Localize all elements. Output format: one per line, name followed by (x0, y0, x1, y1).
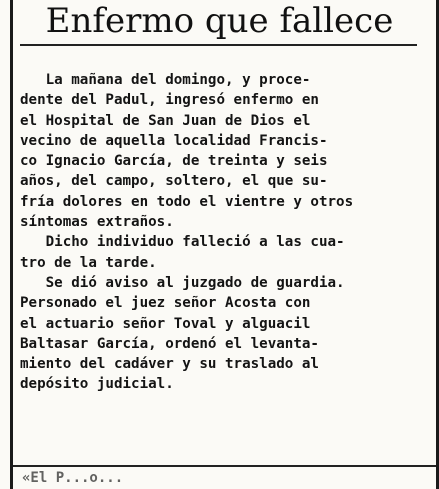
headline-divider (20, 44, 417, 46)
text-line: años, del campo, soltero, el que su- (20, 173, 328, 190)
article-headline: Enfermo que fallece (45, 1, 394, 41)
text-line: La mañana del domingo, y proce- (20, 72, 311, 88)
text-line: el Hospital de San Juan de Dios el (20, 112, 311, 129)
paragraph-1 (20, 70, 426, 232)
text-line: depósito judicial. (20, 376, 174, 393)
text-line: Se dió aviso al juzgado de guardia. (20, 274, 345, 291)
text-line: Baltasar García, ordenó el levanta- (20, 335, 319, 352)
text-line: miento del cadáver y su traslado al (20, 356, 319, 373)
text-line: tro de la tarde. (20, 254, 157, 271)
text-line: vecino de aquella localidad Francis- (20, 132, 328, 149)
bottom-divider (13, 465, 436, 467)
article-body (20, 70, 426, 395)
text-line: el actuario señor Toval y alguacil (20, 315, 311, 332)
text-line: co Ignacio García, de treinta y seis (20, 153, 328, 170)
paragraph-2 (20, 232, 426, 273)
text-line: fría dolores en todo el vientre y otros (20, 193, 354, 210)
text-line: síntomas extraños. (20, 214, 174, 231)
text-line: Personado el juez señor Acosta con (20, 295, 311, 312)
column-rule-left (10, 0, 13, 489)
text-line: dente del Padul, ingresó enfermo en (20, 92, 319, 109)
next-article-fragment: «El P...o... (22, 470, 124, 486)
paragraph-3 (20, 273, 426, 395)
text-line: Dicho individuo falleció a las cua- (20, 234, 345, 251)
